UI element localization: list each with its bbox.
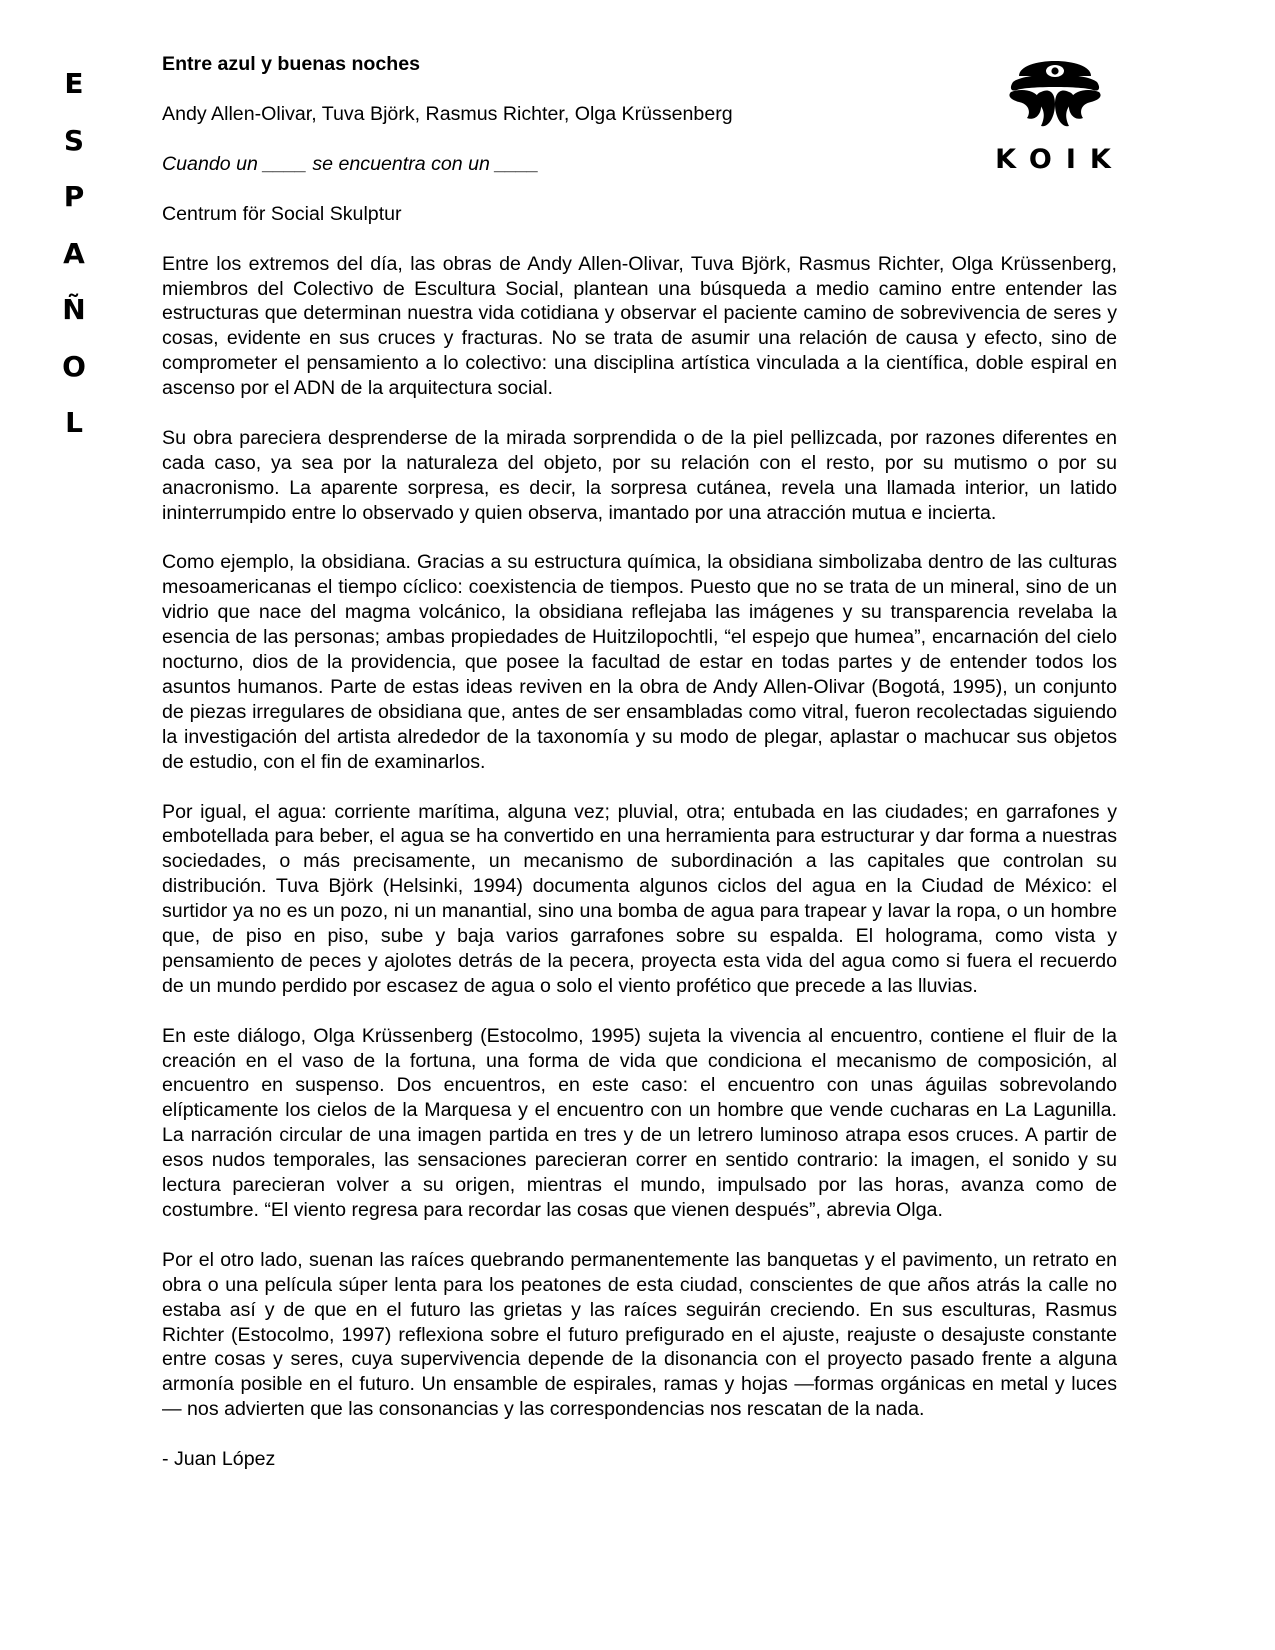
side-letter: E [64, 67, 84, 100]
article [162, 52, 1117, 1472]
article-paragraph: Como ejemplo, la obsidiana. Gracias a su estructura química, la obsidiana simbolizaba dentro de las culturas mesoamericanas el tiempo cíclico: coexistencia de tiempos. Puesto que no se trata de un mineral, sino de un vidrio que nace del magma volcánico, la obsidiana reflejaba las imágenes y su transparencia revelaba la esencia de las personas; ambas propiedades de Huitzilopochtli, “el espejo que humea”, encarnación del cielo nocturno, dios de la providencia, que posee la facultad de estar en todas partes y de entender todos los asuntos humanos. Parte de estas ideas reviven en la obra de Andy Allen-Olivar (Bogotá, 1995), un conjunto de piezas irregulares de obsidiana que, antes de ser ensambladas como vitral, fueron recolectadas siguiendo la investigación del artista alrededor de la taxonomía y su modo de plegar, aplastar o machucar sus objetos de estudio, con el fin de examinarlos. [162, 551, 1117, 773]
article-subtitle: Cuando un ____ se encuentra con un ____ [162, 152, 539, 175]
article-paragraph: Entre los extremos del día, las obras de Andy Allen-Olivar, Tuva Björk, Rasmus Richter, Olga Krüssenberg, miembros del Colectivo de Escultura Social, plantean una búsqueda a medio camino entre entender las estructuras que determinan nuestra vida cotidiana y observar el paciente camino de sobrevivencia de seres y cosas, evidente en sus cruces y fracturas. No se trata de asumir una relación de causa y efecto, sino de comprometer el pensamiento a lo colectivo: una disciplina artística vinculada a la científica, doble espiral en ascenso por el ADN de la arquitectura social. [162, 252, 1117, 400]
article-paragraph: Su obra pareciera desprenderse de la mirada sorprendida o de la piel pellizcada, por razones diferentes en cada caso, ya sea por la naturaleza del objeto, por su relación con el resto, por su mutismo o por su anacronismo. La aparente sorpresa, es decir, la sorpresa cutánea, revela una llamada interior, un latido ininterrumpido entre lo observado y quien observa, imantado por una atracción mutua e incierta. [162, 426, 1117, 524]
logo-wordmark: KOIK [995, 144, 1125, 175]
article-authors: Andy Allen-Olivar, Tuva Björk, Rasmus Richter, Olga Krüssenberg [162, 102, 733, 125]
side-letter: A [63, 236, 85, 270]
article-title: Entre azul y buenas noches [162, 53, 421, 75]
article-paragraph: Por el otro lado, suenan las raíces quebrando permanentemente las banquetas y el pavimento, un retrato en obra o una película súper lenta para los peatones de esta ciudad, conscientes de que años atrás la calle no estaba así y de que en el futuro las grietas y las raíces seguirán creciendo. En sus esculturas, Rasmus Richter (Estocolmo, 1997) reflexiona sobre el futuro prefigurado en el ajuste, reajuste o desajuste constante entre cosas y seres, cuya supervivencia depende de la disonancia con el proyecto pasado frente a alguna armonía posible en el futuro. Un ensamble de espirales, ramas y hojas —formas orgánicas en metal y luces— nos advierten que las consonancias y las correspondencias nos rescatan de la nada. [162, 1248, 1117, 1421]
article-signature: - Juan López [162, 1448, 276, 1471]
article-paragraph: En este diálogo, Olga Krüssenberg (Estocolmo, 1995) sujeta la vivencia al encuentro, contiene el fluir de la creación en el vaso de la fortuna, una forma de vida que condiciona el mecanismo de composición, al encuentro en suspenso. Dos encuentros, en este caso: el encuentro con unas águilas sobrevolando elípticamente los cielos de la Marquesa y el encuentro con un hombre que vende cucharas en La Lagunilla. La narración circular de una imagen partida en tres y de un letrero luminoso atrapa esos cruces. A partir de esos nudos temporales, las sensaciones parecieran correr en sentido contrario: la imagen, el sonido y su lectura parecieran volver a su origen, mientras el mundo, impulsado por las horas, avanza como de costumbre. “El viento regresa para recordar las cosas que vienen después”, abrevia Olga. [162, 1024, 1117, 1221]
side-letter: P [63, 180, 85, 213]
article-paragraph: Por igual, el agua: corriente marítima, alguna vez; pluvial, otra; entubada en las ciudades; en garrafones y embotellada para beber, el agua se ha convertido en una herramienta para estructurar y dar forma a nuestras sociedades, o más precisamente, un mecanismo de subordinación a las capitales que controlan su distribución. Tuva Björk (Helsinki, 1994) documenta algunos ciclos del agua en la Ciudad de México: el surtidor ya no es un pozo, ni un manantial, sino una bomba de agua para trapear y lavar la ropa, o un hombre que, de piso en piso, sube y baja varios garrafones sobre su espalda. El holograma, como vista y pensamiento de peces y ajolotes detrás de la pecera, proyecta esta vida del agua como si fuera el recuerdo de un mundo perdido por escasez de agua o solo el viento profético que precede a las lluvias. [162, 800, 1117, 997]
side-letter: O [62, 349, 86, 383]
side-language-label [56, 56, 92, 452]
side-letter: S [63, 123, 85, 157]
side-letter: L [65, 406, 83, 439]
side-letter: Ñ [62, 293, 86, 326]
article-institution: Centrum för Social Skulptur [162, 202, 402, 225]
